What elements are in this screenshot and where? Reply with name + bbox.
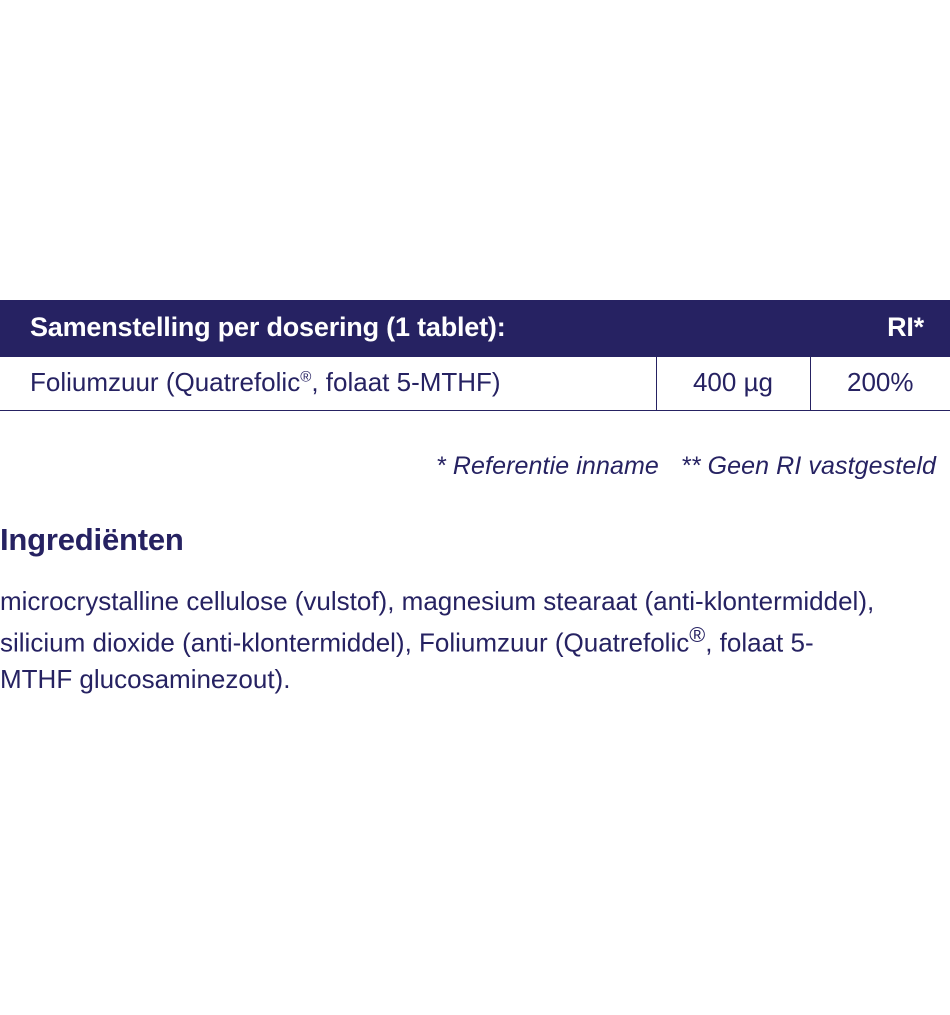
table-header-row (0, 300, 950, 357)
registered-trademark-symbol: ® (689, 621, 706, 647)
table-header-title: Samenstelling per dosering (1 tablet): (30, 312, 506, 342)
ingredients-text-post: , folaat 5-MTHF glucosaminezout). (0, 627, 814, 695)
ingredient-name-post: , folaat 5-MTHF) (311, 367, 501, 397)
table-row (0, 357, 950, 411)
table-cell-ri: 200% (810, 357, 950, 411)
footnote-no-ri: ** Geen RI vastgesteld (680, 452, 936, 480)
ingredients-heading: Ingrediënten (0, 522, 184, 557)
footnote-reference-intake: * Referentie inname (436, 452, 659, 480)
table-cell-ingredient-name (0, 357, 656, 411)
footnote (0, 452, 950, 481)
registered-trademark-symbol: ® (300, 368, 312, 386)
table-header-amount-spacer (656, 300, 810, 357)
ingredients-text (0, 583, 880, 698)
table-cell-amount: 400 µg (656, 357, 810, 411)
ingredients-text-pre: microcrystalline cellulose (vulstof), magnesium stearaat (anti-klontermiddel), silicium dioxide (anti-klontermiddel), Foliumzuur (Quatrefolic (0, 586, 875, 658)
ingredient-name-pre: Foliumzuur (Quatrefolic (30, 367, 301, 397)
nutrition-table (0, 300, 950, 411)
table-header-ri: RI* (887, 312, 924, 342)
